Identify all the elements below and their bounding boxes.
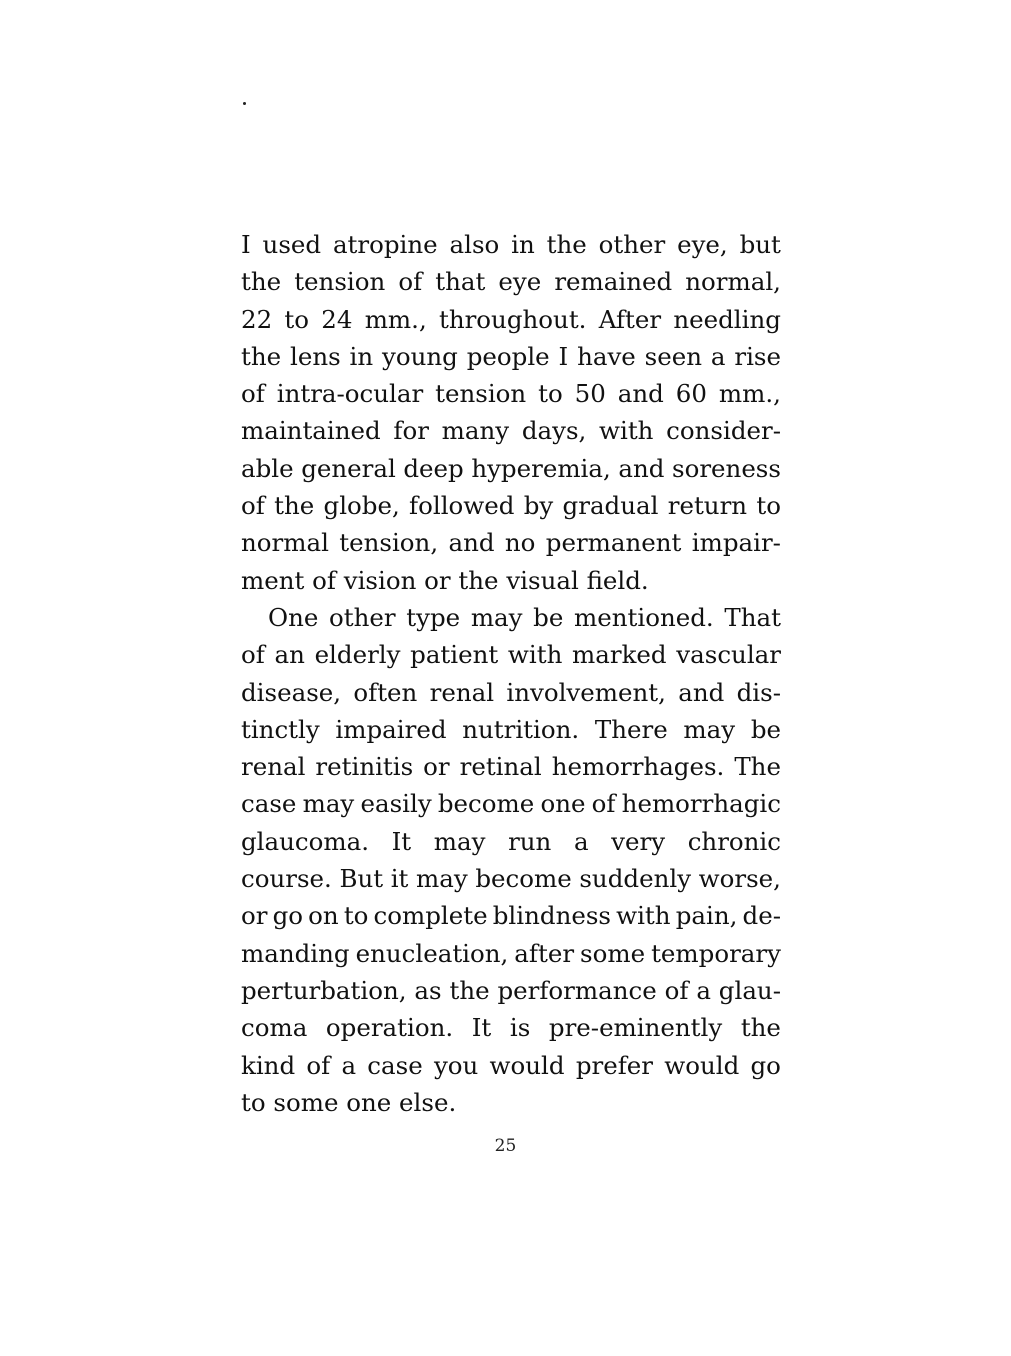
text-line: One other type may be mentioned. That — [268, 602, 781, 632]
body-text — [241, 226, 781, 1121]
text-line: I used atropine also in the other eye, but — [241, 230, 781, 259]
text-line: of an elderly patient with marked vascular — [241, 640, 781, 670]
text-line: the lens in young people I have seen a rise — [241, 341, 781, 371]
text-line: able general deep hyperemia, and soreness — [241, 453, 781, 483]
text-line: 22 to 24 mm., throughout. After needling — [241, 304, 781, 334]
text-line: maintained for many days, with consider- — [241, 416, 781, 446]
text-line: glaucoma. It may run a very chronic — [241, 826, 781, 856]
text-line: ment of vision or the visual field. — [241, 565, 649, 595]
text-line: kind of a case you would prefer would go — [241, 1050, 781, 1080]
text-line: disease, often renal involvement, and dis- — [241, 677, 781, 707]
text-line: tinctly impaired nutrition. There may be — [241, 714, 781, 744]
page-number: 25 — [494, 1136, 517, 1156]
text-line: coma operation. It is pre-eminently the — [241, 1013, 781, 1043]
paragraph-2 — [241, 599, 781, 1121]
text-line: to some one else. — [241, 1087, 457, 1117]
text-line: course. But it may become suddenly worse, — [241, 864, 781, 894]
print-speck — [243, 102, 246, 105]
text-line: the tension of that eye remained normal, — [241, 267, 781, 297]
text-line: normal tension, and no permanent impair- — [241, 528, 781, 558]
paragraph-1 — [241, 226, 781, 599]
text-line: of the globe, followed by gradual return to — [241, 491, 781, 521]
text-line: of intra-ocular tension to 50 and 60 mm., — [241, 379, 781, 409]
text-line: manding enucleation, after some temporary — [241, 938, 781, 968]
text-line: renal retinitis or retinal hemorrhages. The — [241, 752, 781, 782]
text-line: or go on to complete blindness with pain, de- — [241, 901, 781, 931]
text-line: case may easily become one of hemorrhagic — [241, 789, 781, 819]
text-line: perturbation, as the performance of a glau- — [241, 975, 781, 1005]
